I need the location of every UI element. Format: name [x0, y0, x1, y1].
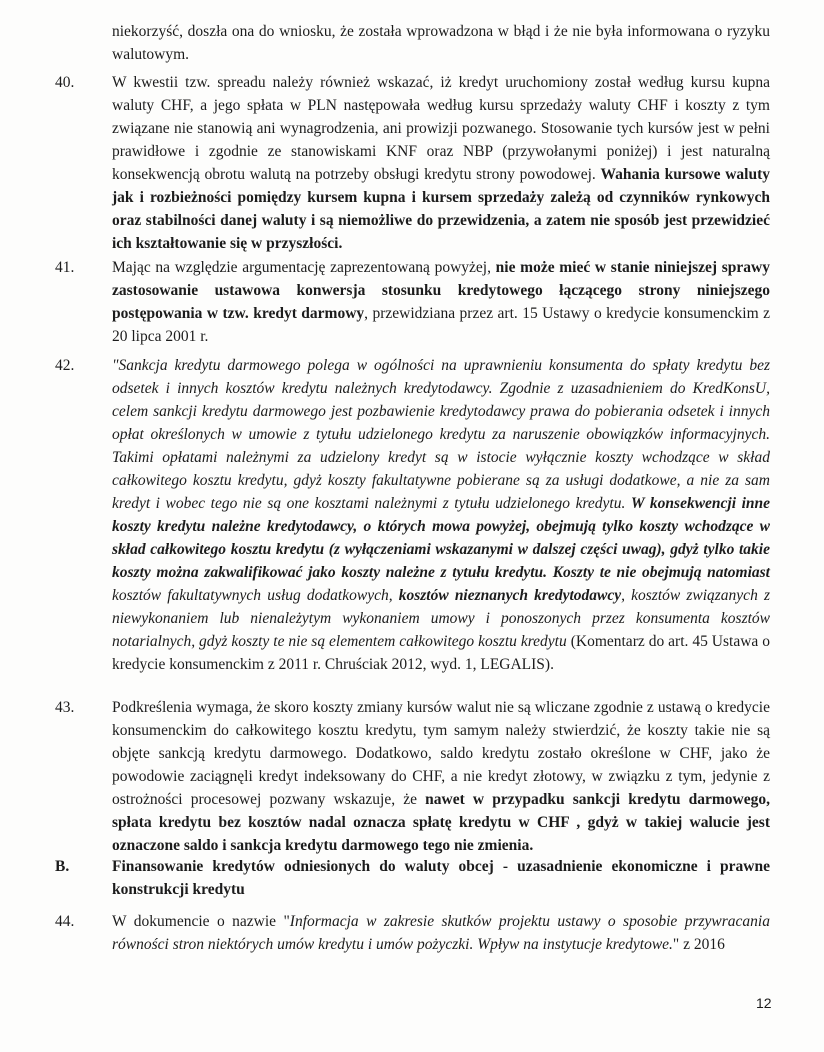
paragraph-body — [112, 354, 770, 676]
text-bold: nawet w przypadku sankcji kredytu darmowego, spłata kredytu bez kosztów nadal oznacza spłatę kredytu w CHF , gdyż w takiej walucie jest oznaczone saldo i sankcja kredytu darmowego tego nie zmienia. — [112, 791, 770, 854]
text-italic: kosztów fakultatywnych usług dodatkowych, — [112, 587, 399, 604]
paragraph-number: 44. — [55, 913, 75, 930]
text-bold-italic: kosztów nieznanych kredytodawcy — [398, 587, 622, 604]
text-italic: "Sankcja kredytu darmowego polega w ogólności na uprawnieniu konsumenta do spłaty kredytu bez odsetek i innych kosztów kredytu należnych kredytodawcy. Zgodnie z uzasadnieniem do KredKonsU, celem sankcji kredytu darmowego jest pozbawienie kredytodawcy prawa do pobierania odsetek i innych opłat określonych w umowie z tytułu udzielonego kredytu za naruszenie obowiązków informacyjnych. Takimi opłatami należnymi za udzielony kredyt są w istocie wyłącznie koszty wchodzące w skład całkowitego kosztu kredytu, gdyż koszty fakultatywne pobierane są za usługi dodatkowe, a nie za sam kredyt i wobec tego nie są one kosztami należnymi z tytułu udzielonego kredytu. — [112, 357, 770, 512]
text-bold: Wahania kursowe waluty jak i rozbieżności pomiędzy kursem kupna i kursem sprzedaży zależą od czynników rynkowych oraz stabilności danej waluty i są niemożliwe do przewidzenia, a zatem nie sposób jest przewidzieć ich kształtowanie się w przyszłości. — [112, 166, 770, 252]
paragraph-body — [112, 696, 770, 857]
text-normal: Podkreślenia wymaga, że skoro koszty zmiany kursów walut nie są wliczane zgodnie z ustawą o kredycie konsumenckim do całkowitego kosztu kredytu, tym samym należy stwierdzić, że koszty takie nie są objęte sankcją kredytu darmowego. Dodatkowo, saldo kredytu zostało określone w CHF, jako że powodowie zaciągnęli kredyt indeksowany do CHF, a nie kredyt złotowy, w związku z tym, jedynie z ostrożności procesowej pozwany wskazuje, że — [112, 699, 770, 808]
text-normal: Mając na względzie argumentację zaprezentowaną powyżej, — [112, 259, 496, 276]
paragraph-number: 42. — [55, 357, 75, 374]
text-italic: Informacja w zakresie skutków projektu ustawy o sposobie przywracania równości stron niektórych umów kredytu i umów pożyczki. Wpływ na instytucje kredytowe. — [112, 913, 770, 953]
text-normal: , przewidziana przez art. 15 Ustawy o kredycie konsumenckim z 20 lipca 2001 r. — [112, 305, 770, 345]
paragraph-body — [112, 71, 770, 255]
text-bold-italic: W konsekwencji inne koszty kredytu należne kredytodawcy, o których mowa powyżej, obejmują tylko koszty wchodzące w skład całkowitego kosztu kredytu (z wyłączeniami wskazanymi w dalszej części uwag), gdyż tylko takie koszty można zakwalifikować jako koszty należne z tytułu kredytu. Koszty te nie obejmują natomiast — [112, 495, 770, 581]
paragraph-body — [112, 256, 770, 348]
paragraph-number: 40. — [55, 74, 75, 91]
text-normal: W dokumencie o nazwie " — [112, 913, 290, 930]
section-letter: B. — [55, 858, 70, 875]
paragraph-number: 41. — [55, 259, 75, 276]
section-title: Finansowanie kredytów odniesionych do waluty obcej - uzasadnienie ekonomiczne i prawne konstrukcji kredytu — [112, 858, 770, 898]
paragraph-body — [112, 910, 770, 956]
text-bold: nie może mieć w stanie niniejszej sprawy zastosowanie ustawowa konwersja stosunku kredytowego łączącego strony niniejszego postępowania w tzw. kredyt darmowy — [112, 259, 770, 322]
text-normal: " z 2016 — [672, 936, 725, 953]
text-italic: , kosztów związanych z niewykonaniem lub nienależytym wykonaniem umowy i ponoszonych przez konsumenta kosztów notarialnych, gdyż koszty te nie są elementem całkowitego kosztu kredytu — [112, 587, 770, 650]
paragraph-number: 43. — [55, 699, 75, 716]
text-normal: (Komentarz do art. 45 Ustawa o kredycie konsumenckim z 2011 r. Chruściak 2012, wyd. 1, LEGALIS). — [112, 633, 770, 673]
text-normal: W kwestii tzw. spreadu należy również wskazać, iż kredyt uruchomiony został według kursu kupna waluty CHF, a jego spłata w PLN następowała według kursu sprzedaży waluty CHF i koszty z tym związane nie stanowią ani wynagrodzenia, ani prowizji pozwanego. Stosowanie tych kursów jest w pełni prawidłowe i zgodnie ze stanowiskami KNF oraz NBP (przywołanymi poniżej) i jest naturalną konsekwencją obrotu walutą na potrzeby obsługi kredytu strony powodowej. — [112, 74, 770, 183]
intro-text: niekorzyść, doszła ona do wniosku, że została wprowadzona w błąd i że nie była informowana o ryzyku walutowym. — [112, 23, 770, 63]
page-number: 12 — [756, 995, 772, 1011]
